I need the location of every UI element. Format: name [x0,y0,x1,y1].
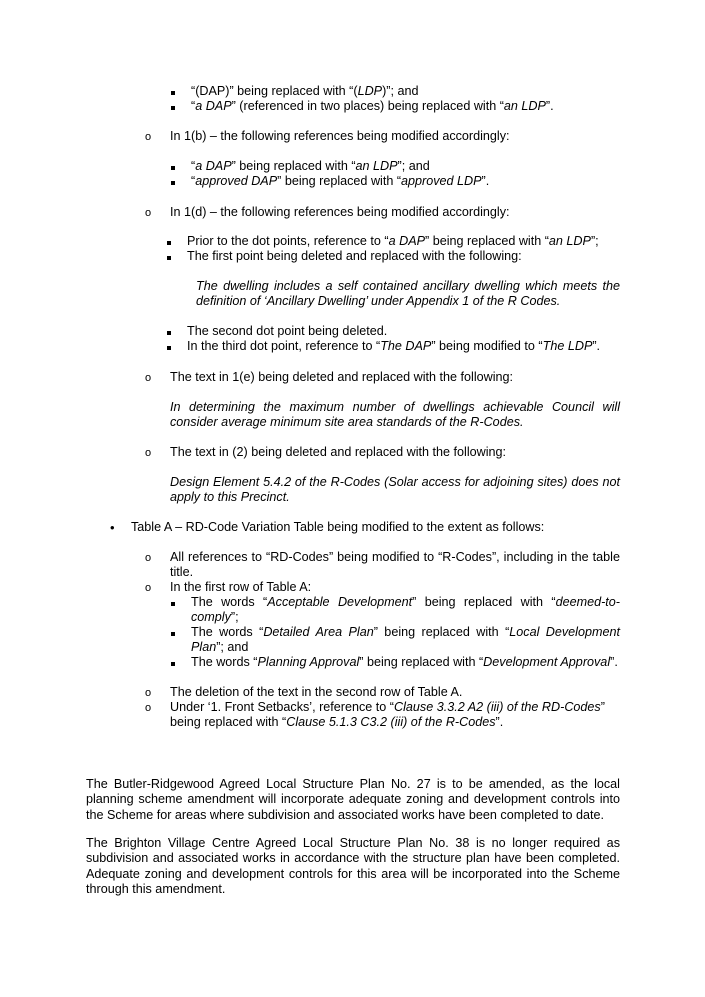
list-item: The words “Acceptable Development” being replaced with “deemed-to-comply”; [191,595,620,625]
list-item: The deletion of the text in the second row of Table A. [170,685,463,699]
square-bullet-icon [171,166,175,170]
body-paragraph: The Brighton Village Centre Agreed Local Structure Plan No. 38 is no longer required as subdivision and associated works in accordance with the structure plan have been completed. Adequate zoning and development controls for this area will be incorporated into the Scheme through this amendment. [86,836,620,897]
quoted-text: In determining the maximum number of dwellings achievable Council will consider average minimum site area standards of the R-Codes. [170,400,620,430]
list-item-heading: Table A – RD-Code Variation Table being modified to the extent as follows: [131,520,545,534]
list-item: “approved DAP” being replaced with “approved LDP”. [191,174,490,188]
list-item: “(DAP)” being replaced with “(LDP)”; and [191,84,419,98]
list-item: The words “Planning Approval” being replaced with “Development Approval”. [191,655,618,669]
list-item: The first point being deleted and replaced with the following: [187,249,522,263]
bullet-icon: • [110,520,115,535]
list-item: In the third dot point, reference to “The DAP” being modified to “The LDP”. [187,339,601,353]
circle-bullet-icon: o [145,447,152,459]
square-bullet-icon [171,181,175,185]
circle-bullet-icon: o [145,372,152,384]
square-bullet-icon [171,602,175,606]
square-bullet-icon [167,331,171,335]
quoted-text: The dwelling includes a self contained ancillary dwelling which meets the definition of ‘Ancillary Dwelling’ under Appendix 1 of the R Codes. [196,279,620,309]
list-item-heading: In 1(d) – the following references being modified accordingly: [170,205,510,219]
body-paragraph: The Butler-Ridgewood Agreed Local Structure Plan No. 27 is to be amended, as the local planning scheme amendment will incorporate adequate zoning and development controls into the Scheme for areas where subdivision and associated works have been completed to date. [86,777,620,822]
circle-bullet-icon: o [145,702,152,714]
list-item: Prior to the dot points, reference to “a DAP” being replaced with “an LDP”; [187,234,599,248]
list-item: In the first row of Table A: [170,580,312,594]
circle-bullet-icon: o [145,687,152,699]
circle-bullet-icon: o [145,582,152,594]
circle-bullet-icon: o [145,552,152,564]
list-item: “a DAP” (referenced in two places) being replaced with “an LDP”. [191,99,554,113]
list-item: The second dot point being deleted. [187,324,388,338]
square-bullet-icon [167,241,171,245]
square-bullet-icon [171,91,175,95]
list-item-heading: The text in (2) being deleted and replaced with the following: [170,445,507,459]
list-item: All references to “RD-Codes” being modified to “R-Codes”, including in the table title. [170,550,620,580]
circle-bullet-icon: o [145,207,152,219]
square-bullet-icon [171,662,175,666]
list-item: The words “Detailed Area Plan” being replaced with “Local Development Plan”; and [191,625,620,655]
square-bullet-icon [167,256,171,260]
quoted-text: Design Element 5.4.2 of the R-Codes (Solar access for adjoining sites) does not apply to this Precinct. [170,475,620,505]
square-bullet-icon [167,346,171,350]
square-bullet-icon [171,106,175,110]
list-item-heading: In 1(b) – the following references being modified accordingly: [170,129,510,143]
circle-bullet-icon: o [145,131,152,143]
list-item: “a DAP” being replaced with “an LDP”; and [191,159,430,173]
square-bullet-icon [171,632,175,636]
list-item: Under ‘1. Front Setbacks’, reference to “Clause 3.3.2 A2 (iii) of the RD-Codes” being replaced with “Clause 5.1.3 C3.2 (iii) of the R-Codes”. [170,700,605,730]
list-item-heading: The text in 1(e) being deleted and replaced with the following: [170,370,514,384]
